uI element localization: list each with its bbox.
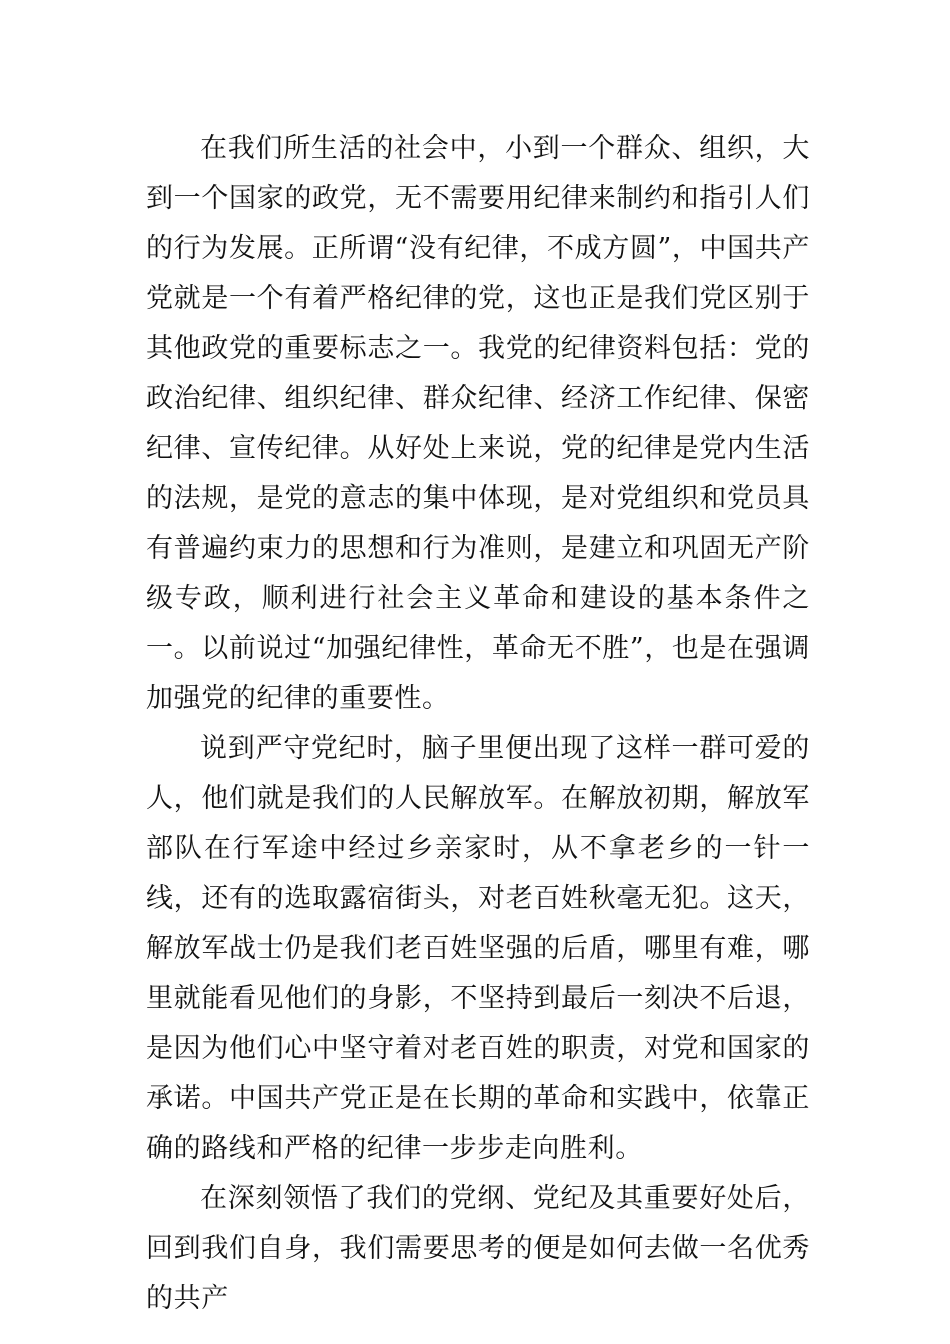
- paragraph-1: 在我们所生活的社会中，小到一个群众、组织，大到一个国家的政党，无不需要用纪律来制约和指引人们的行为发展。正所谓“没有纪律，不成方圆”，中国共产党就是一个有着严格纪律的党，这也正是我们党区别于其他政党的重要标志之一。我党的纪律资料包括：党的政治纪律、组织纪律、群众纪律、经济工作纪律、保密纪律、宣传纪律。从好处上来说，党的纪律是党内生活的法规，是党的意志的集中体现，是对党组织和党员具有普遍约束力的思想和行为准则，是建立和巩固无产阶级专政，顺利进行社会主义革命和建设的基本条件之一。以前说过“加强纪律性，革命无不胜”，也是在强调加强党的纪律的重要性。: [146, 133, 810, 714]
- body-text: [146, 124, 810, 1324]
- paragraph-3: 在深刻领悟了我们的党纲、党纪及其重要好处后，回到我们自身，我们需要思考的便是如何去做一名优秀的共产: [146, 1183, 810, 1314]
- paragraph-2: 说到严守党纪时，脑子里便出现了这样一群可爱的人，他们就是我们的人民解放军。在解放初期，解放军部队在行军途中经过乡亲家时，从不拿老乡的一针一线，还有的选取露宿街头，对老百姓秋毫无犯。这天，解放军战士仍是我们老百姓坚强的后盾，哪里有难，哪里就能看见他们的身影，不坚持到最后一刻决不后退，是因为他们心中坚守着对老百姓的职责，对党和国家的承诺。中国共产党正是在长期的革命和实践中，依靠正确的路线和严格的纪律一步步走向胜利。: [146, 733, 810, 1164]
